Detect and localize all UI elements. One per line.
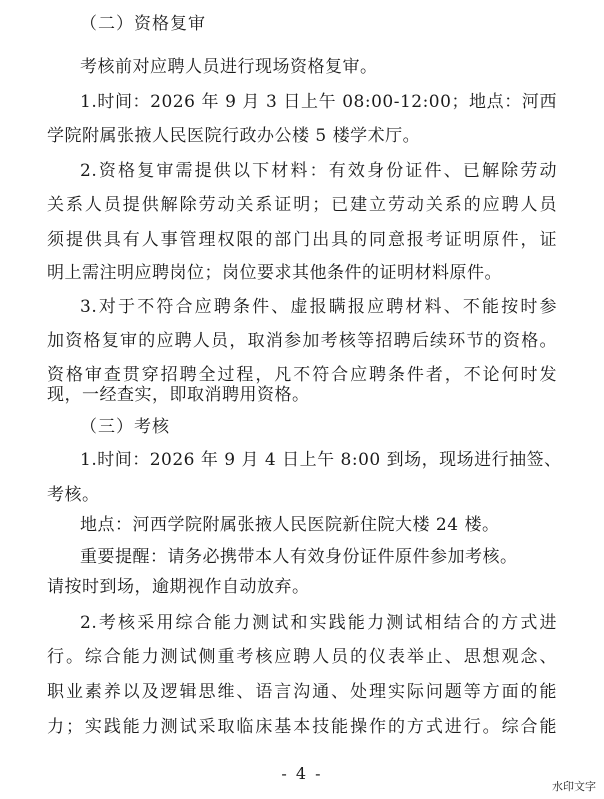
paragraph-line: 考核前对应聘人员进行现场资格复审。	[80, 57, 378, 77]
paragraph-line: 2.资格复审需提供以下材料：有效身份证件、已解除劳动	[80, 161, 557, 181]
paragraph-line: 须提供具有人事管理权限的部门出具的同意报考证明原件，证	[47, 230, 557, 250]
page-number: - 4 -	[281, 764, 323, 783]
paragraph-line: 明上需注明应聘岗位；岗位要求其他条件的证明材料原件。	[47, 263, 502, 283]
paragraph-line: 请按时到场，逾期视作自动放弃。	[47, 577, 310, 597]
paragraph-line: 地点：河西学院附属张掖人民医院新住院大楼 24 楼。	[80, 515, 500, 535]
paragraph-line: 行。综合能力测试侧重考核应聘人员的仪表举止、思想观念、	[47, 647, 557, 667]
paragraph-line: 职业素养以及逻辑思维、语言沟通、处理实际问题等方面的能	[47, 682, 557, 702]
section-heading-assessment: （三）考核	[80, 417, 170, 437]
paragraph-line: 关系人员提供解除劳动关系证明；已建立劳动关系的应聘人员	[47, 195, 557, 215]
paragraph-line: 考核。	[47, 485, 100, 505]
paragraph-line: 力；实践能力测试采取临床基本技能操作的方式进行。综合能	[47, 717, 557, 737]
section-heading-qualification-review: （二）资格复审	[80, 14, 206, 34]
paragraph-line: 学院附属张掖人民医院行政办公楼 5 楼学术厅。	[47, 126, 421, 146]
paragraph-line: 3.对于不符合应聘条件、虚报瞒报应聘材料、不能按时参	[80, 297, 557, 317]
paragraph-line: 现，一经查实，即取消聘用资格。	[47, 385, 310, 405]
paragraph-line: 1.时间：2026 年 9 月 3 日上午 08:00-12:00；地点：河西	[80, 92, 557, 112]
watermark-text: 水印文字	[552, 780, 596, 793]
paragraph-line: 重要提醒：请务必携带本人有效身份证件原件参加考核。	[80, 547, 518, 567]
paragraph-line: 1.时间：2026 年 9 月 4 日上午 8:00 到场，现场进行抽签、	[80, 450, 562, 470]
paragraph-line: 资格审查贯穿招聘全过程，凡不符合应聘条件者，不论何时发	[47, 365, 557, 385]
paragraph-line: 2.考核采用综合能力测试和实践能力测试相结合的方式进	[80, 613, 557, 633]
paragraph-line: 加资格复审的应聘人员，取消参加考核等招聘后续环节的资格。	[47, 331, 557, 351]
